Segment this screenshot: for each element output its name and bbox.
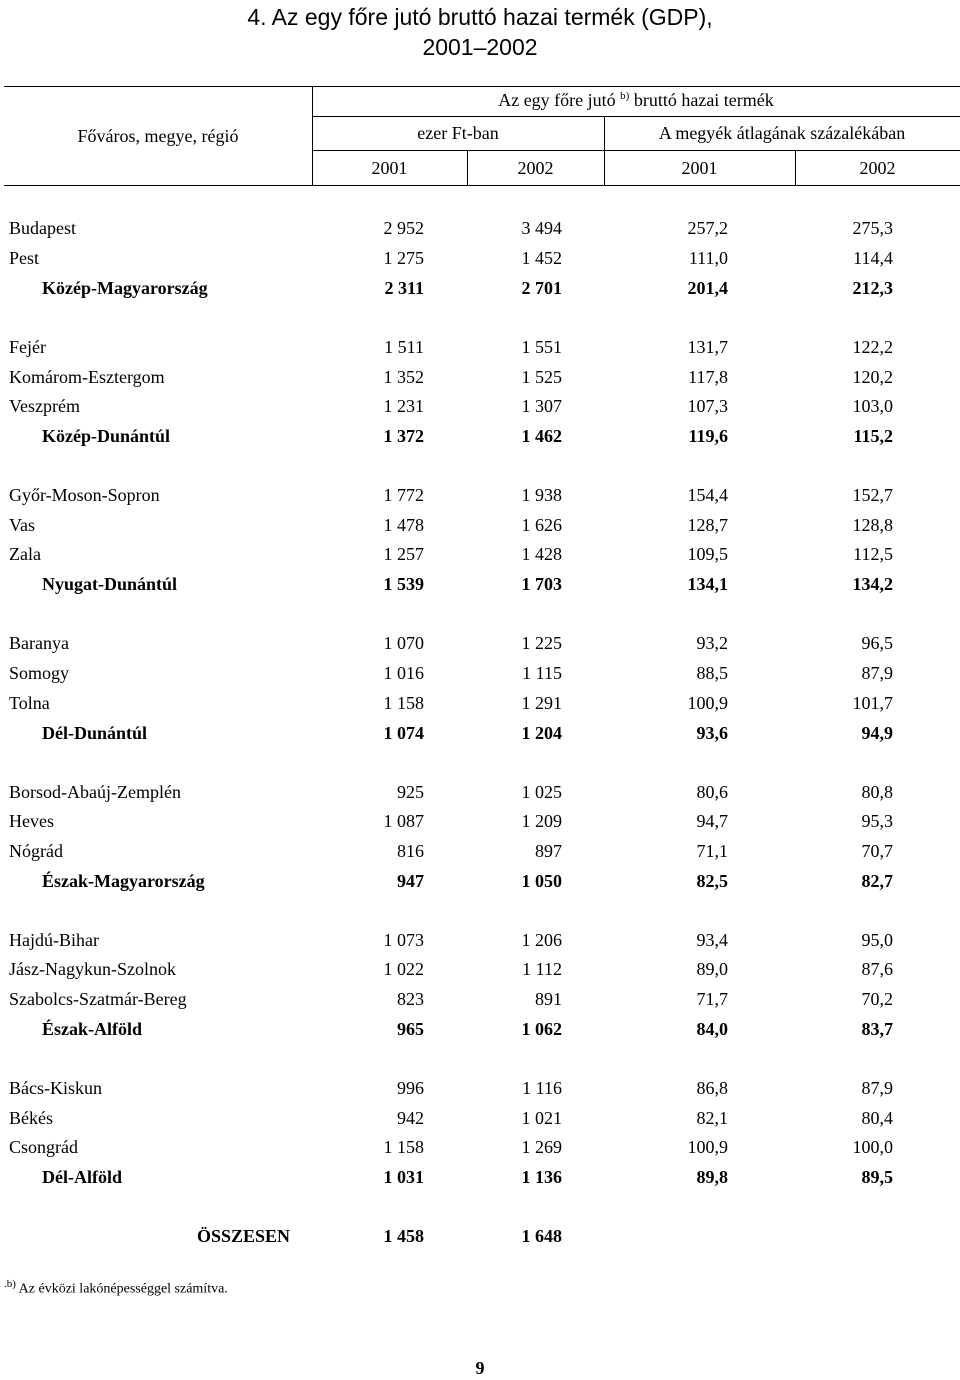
- row-name: Csongrád: [9, 1137, 78, 1157]
- row-value-3: 131,7: [687, 337, 728, 357]
- page-number: 9: [475, 1358, 485, 1378]
- table-row: [0, 1073, 960, 1103]
- row-value-4: 95,0: [861, 930, 893, 950]
- row-value-1: 1 022: [383, 959, 424, 979]
- row-value-4: 100,0: [852, 1137, 893, 1157]
- row-value-4: 95,3: [861, 811, 893, 831]
- row-name: Nyugat-Dunántúl: [42, 574, 178, 594]
- row-value-4: 96,5: [861, 633, 893, 653]
- table-row: [0, 777, 960, 807]
- table-row: [0, 925, 960, 955]
- row-value-3: 257,2: [687, 218, 728, 238]
- row-value-2: 1 209: [521, 811, 562, 831]
- row-name: Vas: [9, 515, 35, 535]
- row-value-4: 134,2: [852, 574, 893, 594]
- total-row: [0, 1221, 960, 1251]
- row-value-1: 965: [397, 1019, 424, 1039]
- row-value-3: 134,1: [687, 574, 728, 594]
- row-name: Dél-Dunántúl: [42, 723, 148, 743]
- row-value-2: 2 701: [521, 278, 562, 298]
- row-name: Veszprém: [9, 396, 80, 416]
- row-value-3: 71,7: [696, 989, 728, 1009]
- row-value-3: 100,9: [687, 693, 728, 713]
- row-value-2: 3 494: [521, 218, 562, 238]
- row-value-1: 1 772: [383, 485, 424, 505]
- row-value-2: 1 703: [521, 574, 562, 594]
- row-value-2: 1 204: [521, 723, 562, 743]
- row-value-3: 107,3: [687, 396, 728, 416]
- row-value-1: 1 372: [383, 426, 424, 446]
- row-value-2: 1 021: [521, 1108, 562, 1128]
- unit-header-right: A megyék átlagának százalékában: [658, 123, 906, 143]
- footnote-text: Az évközi lakónépességgel számítva.: [18, 1281, 228, 1297]
- row-value-2: 1 525: [521, 367, 562, 387]
- row-name: Közép-Dunántúl: [42, 426, 171, 446]
- row-value-1: 1 257: [383, 544, 424, 564]
- row-value-3: 128,7: [687, 515, 728, 535]
- row-value-4: 70,2: [861, 989, 893, 1009]
- region-subtotal-row: [0, 569, 960, 599]
- row-value-3: 201,4: [687, 278, 728, 298]
- row-name: Észak-Magyarország: [42, 871, 205, 891]
- row-value-1: 1 074: [383, 723, 424, 743]
- row-name: Szabolcs-Szatmár-Bereg: [9, 989, 187, 1009]
- footnote: [4, 1278, 228, 1298]
- table-row: [0, 1132, 960, 1162]
- page-title: 4. Az egy főre jutó bruttó hazai termék (GDP),: [247, 4, 713, 30]
- row-value-3: 86,8: [696, 1078, 728, 1098]
- row-value-2: 1 112: [522, 959, 562, 979]
- row-name: Heves: [9, 811, 54, 831]
- header-top-rule: [4, 86, 960, 87]
- row-value-1: 996: [397, 1078, 424, 1098]
- row-value-4: 89,5: [861, 1167, 893, 1187]
- row-value-3: 82,5: [696, 871, 728, 891]
- row-name: Somogy: [9, 663, 70, 683]
- row-value-4: 122,2: [852, 337, 893, 357]
- row-value-4: 275,3: [852, 218, 893, 238]
- row-value-4: 87,9: [861, 1078, 893, 1098]
- row-name: Pest: [9, 248, 40, 268]
- row-value-2: 1 551: [521, 337, 562, 357]
- row-value-4: 115,2: [853, 426, 893, 446]
- row-name: Bács-Kiskun: [9, 1078, 102, 1098]
- row-value-3: 84,0: [696, 1019, 728, 1039]
- row-value-4: 128,8: [852, 515, 893, 535]
- row-value-2: 1 206: [521, 930, 562, 950]
- row-value-2: 1 062: [521, 1019, 562, 1039]
- row-value-2: 1 428: [521, 544, 562, 564]
- row-value-1: 942: [397, 1108, 424, 1128]
- row-value-2: 1 452: [521, 248, 562, 268]
- row-value-4: 114,4: [853, 248, 893, 268]
- region-subtotal-row: [0, 866, 960, 896]
- group-header-pre: Az egy főre jutó: [498, 90, 616, 110]
- table-row: [0, 658, 960, 688]
- table-row: [0, 1103, 960, 1133]
- table-row: [0, 480, 960, 510]
- row-value-1: 1 087: [383, 811, 424, 831]
- row-value-3: 100,9: [687, 1137, 728, 1157]
- region-subtotal-row: [0, 1014, 960, 1044]
- region-subtotal-row: [0, 718, 960, 748]
- row-value-1: 816: [397, 841, 424, 861]
- row-value-2: 1 462: [521, 426, 562, 446]
- header-sub-rule: [312, 150, 960, 151]
- table-row: [0, 391, 960, 421]
- row-name: Hajdú-Bihar: [9, 930, 99, 950]
- row-name: Zala: [9, 544, 41, 564]
- row-value-4: 80,4: [861, 1108, 893, 1128]
- row-value-2: 1 116: [522, 1078, 562, 1098]
- row-value-4: 83,7: [861, 1019, 893, 1039]
- row-name: Közép-Magyarország: [42, 278, 208, 298]
- row-value-2: 1 626: [521, 515, 562, 535]
- row-value-3: 93,2: [696, 633, 728, 653]
- row-value-2: 1 115: [522, 663, 562, 683]
- group-header-footnote-mark: b): [620, 90, 630, 102]
- row-value-1: 925: [397, 782, 424, 802]
- row-name: Nógrád: [9, 841, 63, 861]
- row-value-4: 94,9: [861, 723, 893, 743]
- row-value-3: 88,5: [696, 663, 728, 683]
- row-name: Győr-Moson-Sopron: [9, 485, 160, 505]
- row-value-4: 103,0: [852, 396, 893, 416]
- row-value-2: 1 225: [521, 633, 562, 653]
- row-value-1: 1 070: [383, 633, 424, 653]
- region-subtotal-row: [0, 1162, 960, 1192]
- row-value-2: 1 050: [521, 871, 562, 891]
- row-value-4: 120,2: [852, 367, 893, 387]
- row-value-2: 891: [535, 989, 562, 1009]
- row-name: ÖSSZESEN: [197, 1226, 291, 1246]
- row-value-1: 1 031: [383, 1167, 424, 1187]
- row-name: Észak-Alföld: [42, 1019, 143, 1039]
- unit-header-left: ezer Ft-ban: [417, 123, 499, 143]
- table-row: [0, 688, 960, 718]
- row-name: Tolna: [9, 693, 50, 713]
- row-value-2: 1 025: [521, 782, 562, 802]
- row-value-3: 119,6: [688, 426, 728, 446]
- year-header-4: 2002: [859, 158, 896, 178]
- row-name: Jász-Nagykun-Szolnok: [9, 959, 176, 979]
- row-value-4: 101,7: [852, 693, 893, 713]
- row-value-4: 112,5: [853, 544, 893, 564]
- row-value-2: 1 938: [521, 485, 562, 505]
- row-value-3: 154,4: [687, 485, 728, 505]
- region-subtotal-row: [0, 421, 960, 451]
- row-value-2: 897: [535, 841, 562, 861]
- row-value-1: 1 016: [383, 663, 424, 683]
- row-value-1: 2 311: [384, 278, 424, 298]
- row-name: Fejér: [9, 337, 46, 357]
- table-row: [0, 243, 960, 273]
- table-row: [0, 510, 960, 540]
- row-value-2: 1 136: [521, 1167, 562, 1187]
- row-value-1: 1 352: [383, 367, 424, 387]
- row-name: Borsod-Abaúj-Zemplén: [9, 782, 181, 802]
- row-label-header: Főváros, megye, régió: [77, 126, 239, 146]
- year-header-1: 2001: [371, 158, 408, 178]
- row-value-3: 117,8: [688, 367, 728, 387]
- table-row: [0, 213, 960, 243]
- header-bottom-rule: [4, 185, 960, 186]
- row-value-3: 80,6: [696, 782, 728, 802]
- row-value-2: 1 269: [521, 1137, 562, 1157]
- row-value-1: 1 275: [383, 248, 424, 268]
- row-value-3: 93,4: [696, 930, 728, 950]
- row-value-1: 1 539: [383, 574, 424, 594]
- row-name: Komárom-Esztergom: [9, 367, 165, 387]
- row-value-4: 82,7: [861, 871, 893, 891]
- row-value-4: 87,6: [861, 959, 893, 979]
- row-value-2: 1 648: [521, 1226, 562, 1246]
- year-header-3: 2001: [681, 158, 718, 178]
- table-row: [0, 984, 960, 1014]
- row-value-4: 212,3: [852, 278, 893, 298]
- row-name: Baranya: [9, 633, 69, 653]
- row-value-1: 1 073: [383, 930, 424, 950]
- row-value-4: 70,7: [861, 841, 893, 861]
- row-value-1: 1 458: [383, 1226, 424, 1246]
- row-value-3: 93,6: [696, 723, 728, 743]
- row-value-1: 823: [397, 989, 424, 1009]
- row-value-4: 80,8: [861, 782, 893, 802]
- table-row: [0, 539, 960, 569]
- table-row: [0, 806, 960, 836]
- row-value-1: 1 158: [383, 1137, 424, 1157]
- page-subtitle: 2001–2002: [422, 34, 538, 60]
- row-value-1: 1 478: [383, 515, 424, 535]
- row-value-3: 89,0: [696, 959, 728, 979]
- row-value-3: 109,5: [687, 544, 728, 564]
- row-name: Dél-Alföld: [42, 1167, 122, 1187]
- group-header: [312, 89, 960, 111]
- row-value-4: 87,9: [861, 663, 893, 683]
- row-value-3: 94,7: [696, 811, 728, 831]
- table-row: [0, 332, 960, 362]
- table-row: [0, 836, 960, 866]
- row-value-1: 2 952: [383, 218, 424, 238]
- table-row: [0, 362, 960, 392]
- row-value-1: 1 158: [383, 693, 424, 713]
- row-value-3: 111,0: [688, 248, 728, 268]
- row-name: Budapest: [9, 218, 76, 238]
- row-value-3: 71,1: [696, 841, 728, 861]
- group-header-post: bruttó hazai termék: [633, 90, 774, 110]
- row-value-2: 1 307: [521, 396, 562, 416]
- row-value-1: 1 231: [383, 396, 424, 416]
- table-row: [0, 954, 960, 984]
- footnote-mark: .b): [4, 1278, 16, 1290]
- row-name: Békés: [9, 1108, 53, 1128]
- region-subtotal-row: [0, 273, 960, 303]
- row-value-4: 152,7: [852, 485, 893, 505]
- row-value-2: 1 291: [521, 693, 562, 713]
- row-value-1: 947: [397, 871, 424, 891]
- year-header-2: 2002: [517, 158, 554, 178]
- row-value-1: 1 511: [384, 337, 424, 357]
- header-group-rule: [312, 116, 960, 117]
- row-value-3: 82,1: [696, 1108, 728, 1128]
- table-row: [0, 628, 960, 658]
- row-value-3: 89,8: [696, 1167, 728, 1187]
